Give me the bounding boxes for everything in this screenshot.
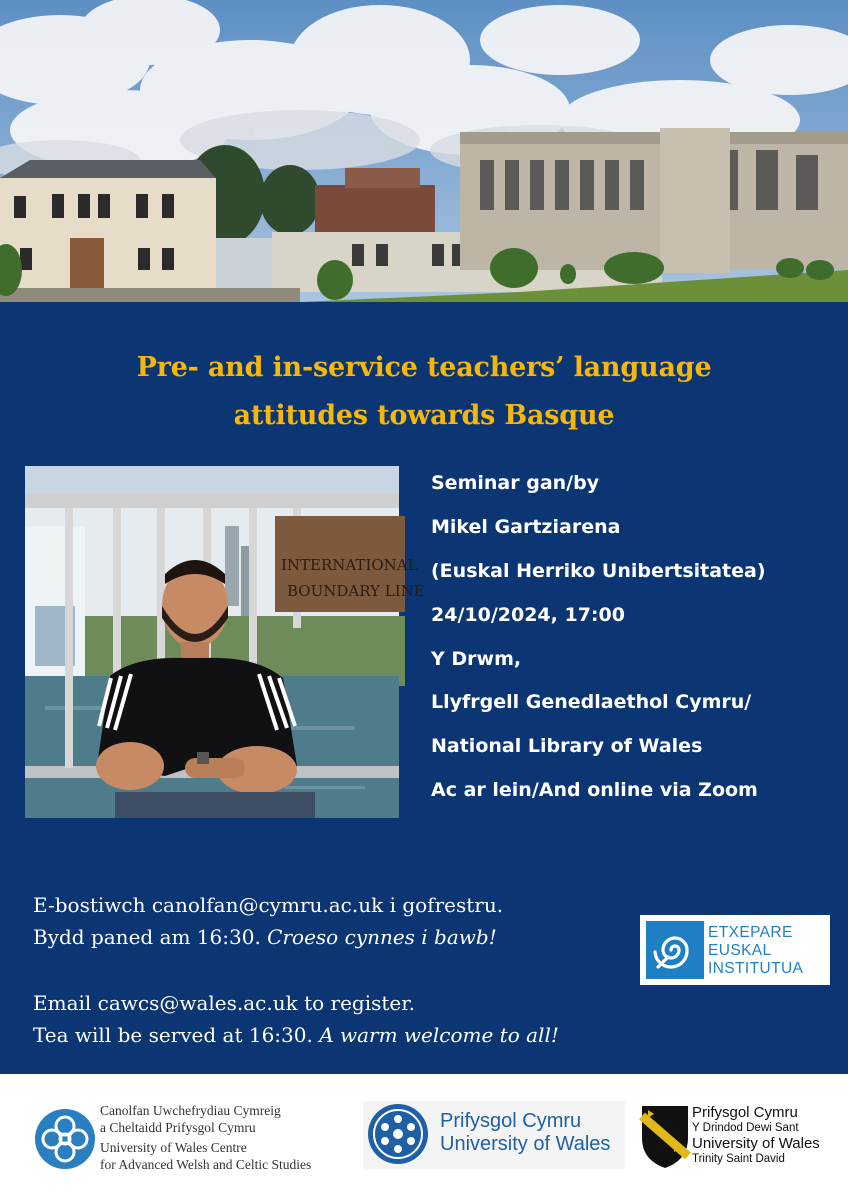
detail-online: Ac ar lein/And online via Zoom <box>431 779 758 802</box>
cawcs-logo <box>30 1102 350 1182</box>
tsd-line-4: Trinity Saint David <box>692 1153 785 1165</box>
trinity-saint-david-logo <box>640 1104 840 1184</box>
plaque-text-1: INTERNATIONAL <box>281 556 418 574</box>
footer-logos <box>0 1074 848 1200</box>
event-panel <box>0 302 848 1074</box>
uow-text <box>440 1110 610 1156</box>
event-title-line-2: attitudes towards Basque <box>233 400 615 431</box>
tsd-shield-icon <box>640 1104 690 1170</box>
university-of-wales-logo <box>363 1101 625 1169</box>
etxepare-logo <box>640 915 830 985</box>
etxepare-line-2: EUSKAL <box>708 942 772 959</box>
uow-emblem-icon <box>365 1101 431 1167</box>
event-title <box>20 344 828 440</box>
detail-venue-english: National Library of Wales <box>431 735 703 758</box>
cawcs-text <box>100 1102 311 1173</box>
uow-line-1: Prifysgol Cymru <box>440 1110 582 1132</box>
tsd-text <box>692 1104 820 1166</box>
registration-english <box>33 987 559 1051</box>
tsd-line-2: Y Drindod Dewi Sant <box>692 1122 799 1134</box>
detail-speaker-name: Mikel Gartziarena <box>431 515 621 538</box>
cawcs-line-2: a Cheltaidd Prifysgol Cymru <box>100 1120 256 1135</box>
tsd-line-3: University of Wales <box>692 1135 820 1152</box>
uow-line-2: University of Wales <box>440 1133 611 1155</box>
etxepare-line-1: ETXEPARE <box>708 924 793 941</box>
registration-welsh-welcome: Croeso cynnes i bawb! <box>267 925 497 949</box>
plaque-text-2: BOUNDARY LINE <box>287 582 425 600</box>
event-title-line-1: Pre- and in-service teachers’ language <box>136 352 712 383</box>
detail-seminar-by: Seminar gan/by <box>431 472 600 494</box>
celtic-knot-icon <box>30 1104 100 1174</box>
registration-welsh-line-1: E-bostiwch canolfan@cymru.ac.uk i gofrestru. <box>33 893 504 917</box>
registration-english-line-1: Email cawcs@wales.ac.uk to register. <box>33 991 415 1015</box>
cawcs-line-1: Canolfan Uwchefrydiau Cymreig <box>100 1103 281 1118</box>
hero-building-photo <box>0 0 848 302</box>
cawcs-line-3: University of Wales Centre <box>100 1140 247 1155</box>
registration-english-line-2 <box>33 1019 559 1051</box>
registration-english-welcome: A warm welcome to all! <box>319 1023 559 1047</box>
detail-venue-room: Y Drwm, <box>431 647 522 670</box>
event-details <box>431 472 831 823</box>
detail-affiliation: (Euskal Herriko Unibertsitatea) <box>431 559 766 582</box>
etxepare-text <box>708 924 803 978</box>
etxepare-swirl-icon <box>646 921 704 979</box>
speaker-photo <box>25 466 425 818</box>
registration-welsh <box>33 889 503 953</box>
cawcs-line-4: for Advanced Welsh and Celtic Studies <box>100 1157 312 1172</box>
registration-welsh-tea: Bydd paned am 16:30. <box>33 925 268 949</box>
tsd-line-1: Prifysgol Cymru <box>692 1104 798 1121</box>
registration-english-tea: Tea will be served at 16:30. <box>33 1023 320 1047</box>
etxepare-line-3: INSTITUTUA <box>708 960 804 977</box>
detail-venue-welsh: Llyfrgell Genedlaethol Cymru/ <box>431 691 752 714</box>
registration-welsh-line-2 <box>33 921 503 953</box>
detail-date-time: 24/10/2024, 17:00 <box>431 603 625 626</box>
